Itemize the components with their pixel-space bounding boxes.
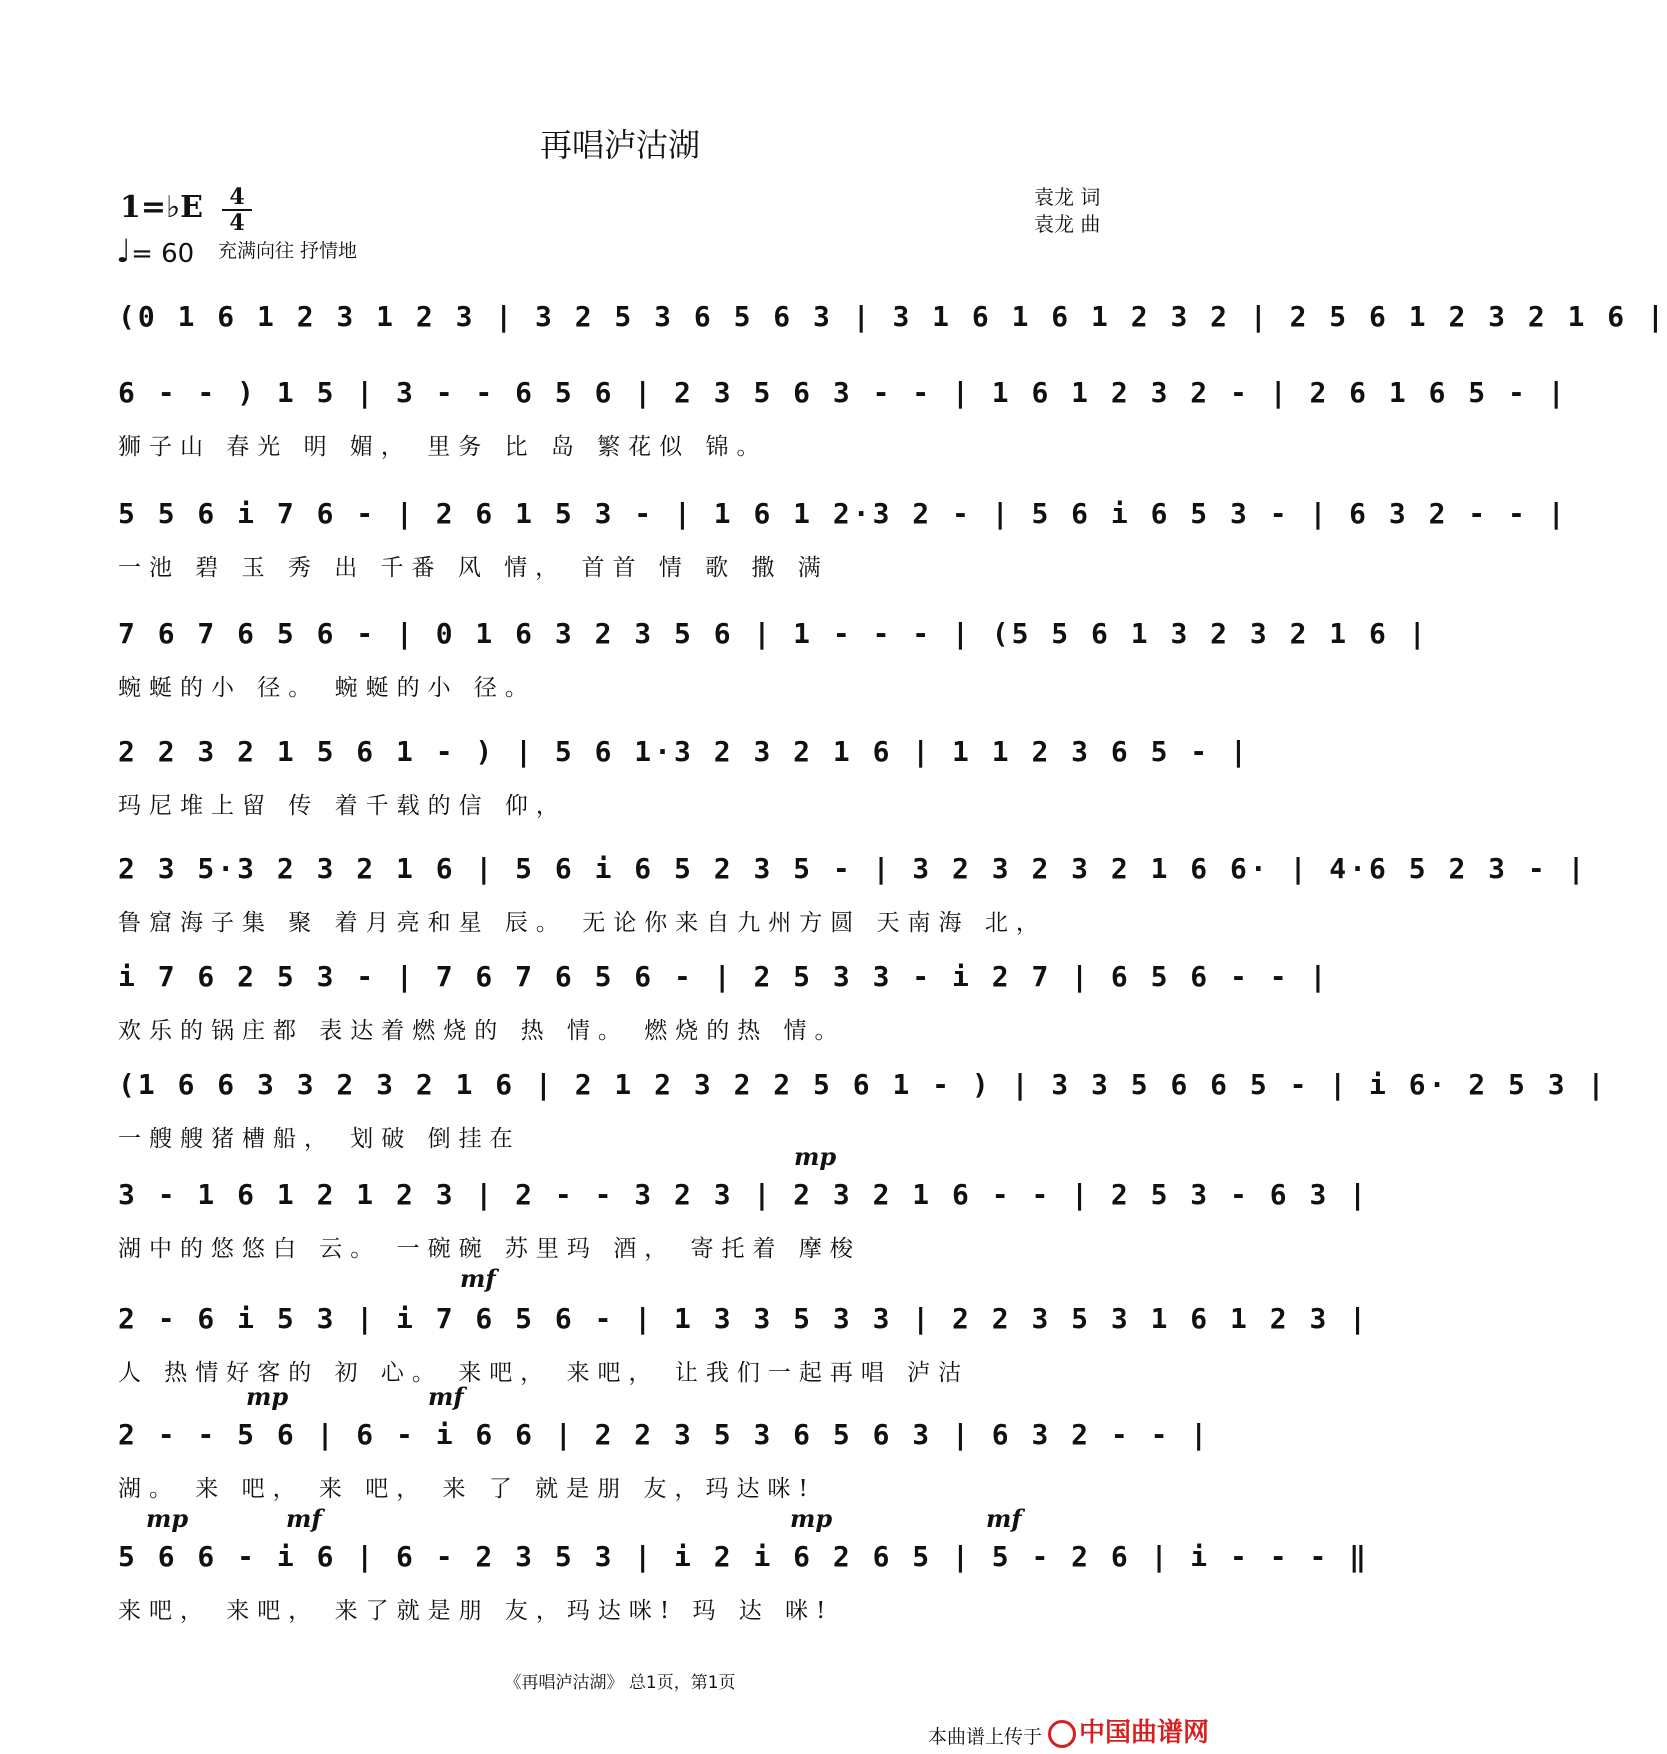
- lyrics-line: 蜿蜒的小 径。 蜿蜒的小 径。: [118, 675, 536, 701]
- dynamic-mark: mp: [794, 1142, 837, 1171]
- notation-line: 6 - - ) 1 5 | 3 - - 6 5 6 | 2 3 5 6 3 - - | 1 6 1 2 3 2 - | 2 6 1 6 5 - |: [118, 376, 1568, 409]
- dynamic-mark: mp: [246, 1382, 289, 1411]
- lyrics-line: 一池 碧 玉 秀 出 千番 风 情， 首首 情 歌 撒 满: [118, 555, 829, 581]
- lyrics-line: 玛尼堆上留 传 着千载的信 仰，: [118, 793, 567, 819]
- notation-line: 2 2 3 2 1 5 6 1 - ) | 5 6 1·3 2 3 2 1 6 | 1 1 2 3 6 5 - |: [118, 735, 1250, 768]
- logo-text: 中国曲谱网: [1079, 1718, 1210, 1748]
- notation-line: 2 - - 5 6 | 6 - i 6 6 | 2 2 3 5 3 6 5 6 3 | 6 3 2 - - |: [118, 1418, 1211, 1451]
- notation-line: 5 5 6 i 7 6 - | 2 6 1 5 3 - | 1 6 1 2·3 2 - | 5 6 i 6 5 3 - | 6 3 2 - - |: [118, 497, 1568, 530]
- lyrics-line: 来吧， 来吧， 来了就是朋 友，玛达咪! 玛 达 咪!: [118, 1598, 834, 1624]
- lyrics-line: 欢乐的锅庄都 表达着燃烧的 热 情。 燃烧的热 情。: [118, 1018, 846, 1044]
- dynamic-mark: mp: [790, 1504, 833, 1533]
- dynamic-mark: mf: [460, 1264, 496, 1293]
- page-footer: 《再唱泸沽湖》 总1页，第1页: [504, 1673, 736, 1693]
- notation-line: 2 3 5·3 2 3 2 1 6 | 5 6 i 6 5 2 3 5 - | 3 2 3 2 3 2 1 6 6· | 4·6 5 2 3 - |: [118, 852, 1588, 885]
- composer-credit: 袁龙 曲: [1034, 212, 1101, 236]
- lyricist-credit: 袁龙 词: [1034, 185, 1101, 209]
- meter-denominator: 4: [229, 210, 245, 236]
- key-signature: 1=♭E: [120, 190, 204, 225]
- dynamic-mark: mf: [986, 1504, 1022, 1533]
- notation-line: (1 6 6 3 3 2 3 2 1 6 | 2 1 2 3 2 2 5 6 1 - ) | 3 3 5 6 6 5 - | i 6· 2 5 3 |: [118, 1068, 1608, 1101]
- lyrics-line: 人 热情好客的 初 心。 来吧， 来吧， 让我们一起再唱 泸沽: [118, 1360, 970, 1386]
- notation-line: 3 - 1 6 1 2 1 2 3 | 2 - - 3 2 3 | 2 3 2 1 6 - - | 2 5 3 - 6 3 |: [118, 1178, 1370, 1211]
- lyrics-line: 狮子山 春光 明 媚， 里务 比 岛 繁花似 锦。: [118, 434, 768, 460]
- lyrics-line: 湖中的悠悠白 云。 一碗碗 苏里玛 酒， 寄托着 摩梭: [118, 1236, 861, 1262]
- notation-line: i 7 6 2 5 3 - | 7 6 7 6 5 6 - | 2 5 3 3 - i 2 7 | 6 5 6 - - |: [118, 960, 1330, 993]
- upload-note: 本曲谱上传于: [928, 1726, 1043, 1748]
- lyrics-line: 一艘艘猪槽船， 划破 倒挂在: [118, 1126, 521, 1152]
- dynamic-mark: mp: [146, 1504, 189, 1533]
- dynamic-mark: mf: [286, 1504, 322, 1533]
- score-title: 再唱泸沽湖: [539, 126, 700, 164]
- notation-line: 2 - 6 i 5 3 | i 7 6 5 6 - | 1 3 3 5 3 3 | 2 2 3 5 3 1 6 1 2 3 |: [118, 1302, 1370, 1335]
- notation-line: (0 1 6 1 2 3 1 2 3 | 3 2 5 3 6 5 6 3 | 3 1 6 1 6 1 2 3 2 | 2 5 6 1 2 3 2 1 6 |: [118, 300, 1667, 333]
- meter-numerator: 4: [229, 184, 245, 210]
- notation-line: 5 6 6 - i 6 | 6 - 2 3 5 3 | i 2 i 6 2 6 5 | 5 - 2 6 | i - - - ‖: [118, 1540, 1370, 1573]
- lyrics-line: 鲁窟海子集 聚 着月亮和星 辰。 无论你来自九州方圆 天南海 北，: [118, 910, 1047, 936]
- quarter-note-icon: ♩: [116, 232, 132, 270]
- lyrics-line: 湖。 来 吧， 来 吧， 来 了 就是朋 友，玛达咪!: [118, 1476, 816, 1502]
- expression-text: 充满向往 抒情地: [218, 240, 358, 262]
- dynamic-mark: mf: [428, 1382, 464, 1411]
- tempo-bpm: = 60: [131, 239, 195, 269]
- logo-emblem-icon: [1048, 1720, 1076, 1748]
- notation-line: 7 6 7 6 5 6 - | 0 1 6 3 2 3 5 6 | 1 - - - | (5 5 6 1 3 2 3 2 1 6 |: [118, 617, 1429, 650]
- site-logo: [1048, 1712, 1209, 1749]
